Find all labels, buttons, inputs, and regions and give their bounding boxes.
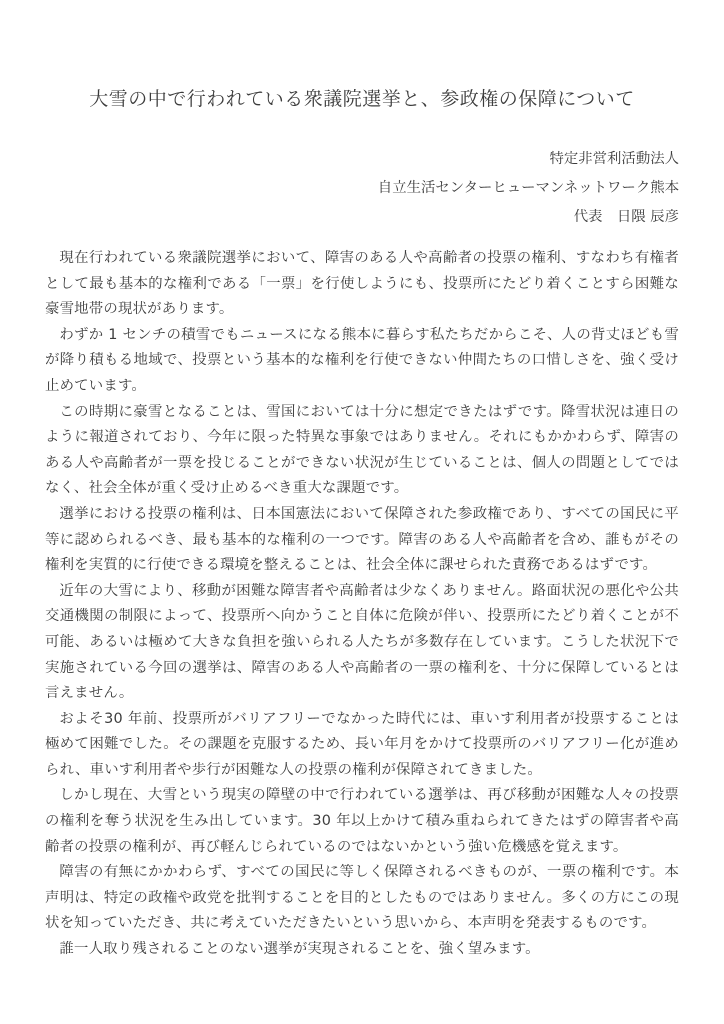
document-title: 大雪の中で行われている衆議院選挙と、参政権の保障について — [89, 88, 635, 110]
body-paragraph: 障害の有無にかかわらず、すべての国民に等しく保障されるべきものが、一票の権利です。本声明は、特定の政権や政党を批判することを目的としたものではありません。多くの方にこの現状を知っていただき、共に考えていただきたいという思いから、本声明を発表するものです。 — [45, 864, 679, 932]
body-paragraph: 誰一人取り残されることのない選挙が実現されることを、強く望みます。 — [59, 941, 540, 958]
body-paragraph: しかし現在、大雪という現実の障壁の中で行われている選挙は、再び移動が困難な人々の投票の権利を奪う状況を生み出しています。30 年以上かけて積み重ねられてきたはずの障害者や高齢者の投票の権利が、再び軽んじられているのではないかという強い危機感を覚えます。 — [45, 787, 679, 855]
body-paragraph: 選挙における投票の権利は、日本国憲法において保障された参政権であり、すべての国民に平等に認められるべき、最も基本的な権利の一つです。障害のある人や高齢者を含め、誰もがその権利を実質的に行使できる環境を整えることは、社会全体に課せられた責務であるはずです。 — [45, 505, 679, 574]
author-organization-name: 自立生活センターヒューマンネットワーク熊本 — [377, 180, 679, 196]
body-paragraph: およそ30 年前、投票所がバリアフリーでなかった時代には、車いす利用者が投票することは極めて困難でした。その課題を克服するため、長い年月をかけて投票所のバリアフリー化が進められ、車いす利用者や歩行が困難な人の投票の権利が保障されてきました。 — [45, 710, 679, 778]
document-body — [45, 246, 679, 963]
body-paragraph: この時期に豪雪となることは、雪国においては十分に想定できたはずです。降雪状況は連日のように報道されており、今年に限った特異な事象ではありません。それにもかかわらず、障害のある人や高齢者が一票を投じることができない状況が生じていることは、個人の問題としてではなく、社会全体が重く受け止めるべき重大な課題です。 — [45, 403, 679, 497]
body-paragraph: わずか 1 センチの積雪でもニュースになる熊本に暮らす私たちだからこそ、人の背丈ほども雪が降り積もる地域で、投票という基本的な権利を行使できない仲間たちの口惜しさを、強く受け止めています。 — [45, 326, 679, 394]
author-representative: 代表 日隈 辰彦 — [573, 209, 679, 225]
author-organization-type: 特定非営利活動法人 — [549, 151, 679, 167]
author-block — [45, 145, 679, 232]
body-paragraph: 現在行われている衆議院選挙において、障害のある人や高齢者の投票の権利、すなわち有権者として最も基本的な権利である「一票」を行使しようにも、投票所にたどり着くことすら困難な豪雪地帯の現状があります。 — [45, 250, 679, 318]
body-paragraph: 近年の大雪により、移動が困難な障害者や高齢者は少なくありません。路面状況の悪化や公共交通機関の制限によって、投票所へ向かうこと自体に危険が伴い、投票所にたどり着くことが不可能、あるいは極めて大きな負担を強いられる人たちが多数存在しています。こうした状況下で実施されている今回の選挙は、障害のある人や高齢者の一票の権利を、十分に保障しているとは言えません。 — [45, 582, 679, 702]
